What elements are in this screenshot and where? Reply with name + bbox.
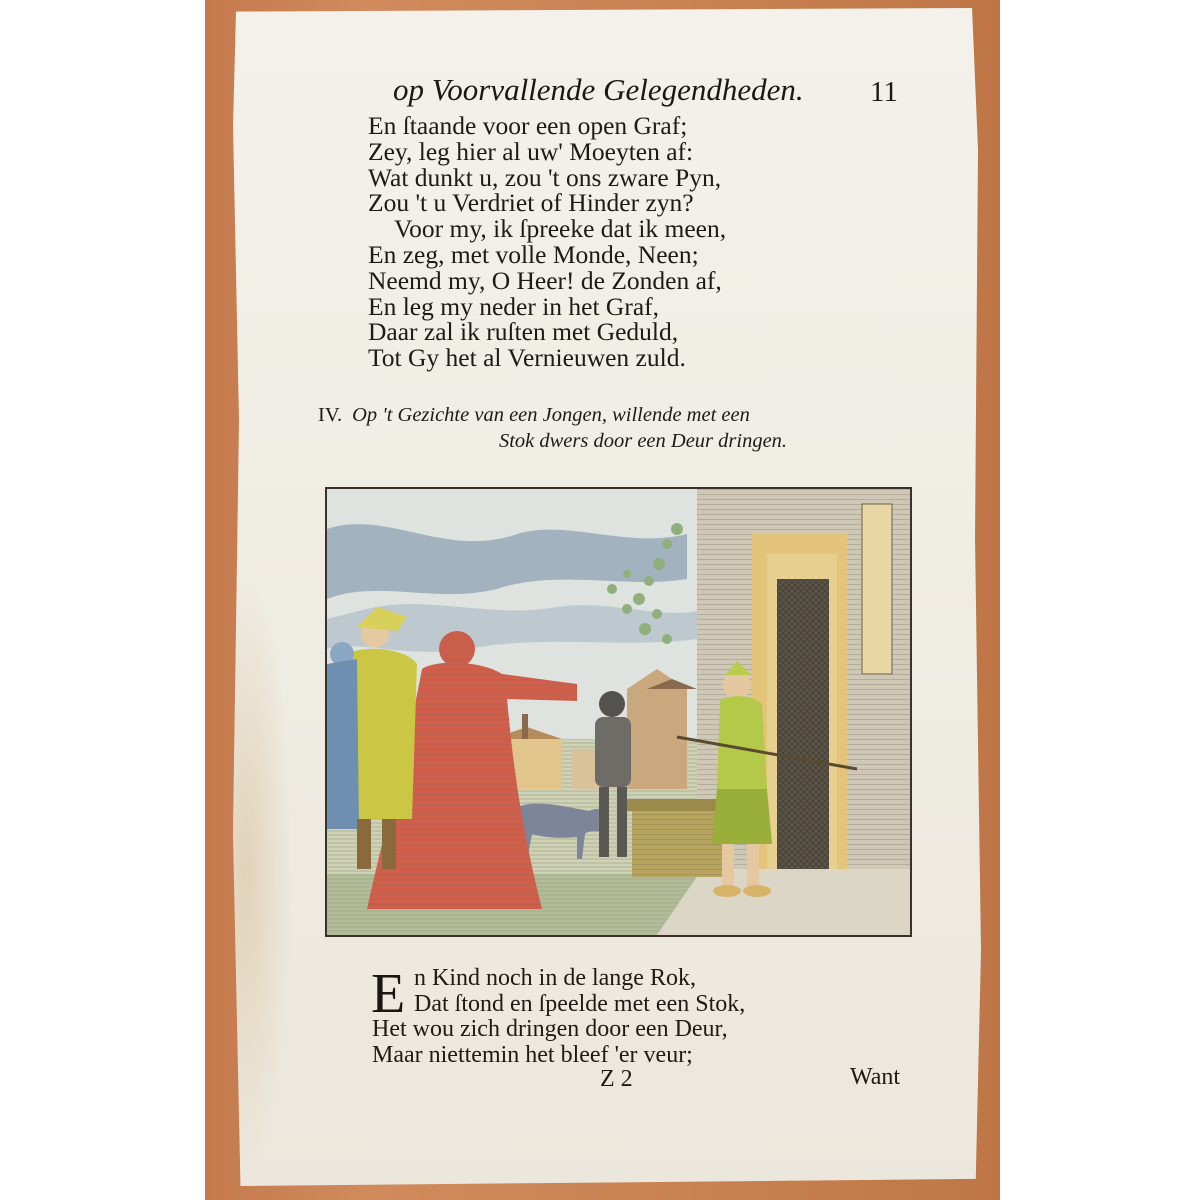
verse-line: Neemd my, O Heer! de Zonden af,	[368, 265, 722, 295]
paper-stain	[233, 568, 293, 1178]
running-head: op Voorvallende Gelegendheden.	[393, 72, 804, 107]
verse-line: En zeg, met volle Monde, Neen;	[368, 239, 699, 269]
heading-line-2: Stok dwers door een Deur dringen.	[498, 430, 788, 452]
verse-line: Maar niettemin het bleef 'er veur;	[372, 1041, 693, 1068]
verse-line: En leg my neder in het Graf,	[368, 291, 660, 321]
drop-cap: E	[371, 963, 406, 1025]
verse-line: Wat dunkt u, zou 't ons zware Pyn,	[368, 162, 722, 192]
verse-line: Daar zal ik ruſten met Geduld,	[368, 317, 679, 347]
page-number: 11	[870, 76, 898, 108]
verse-line: Dat ſtond en ſpeelde met een Stok,	[414, 990, 746, 1017]
verse-line: Het wou zich dringen door een Deur,	[372, 1016, 728, 1042]
catchword: Want	[850, 1064, 901, 1090]
verse-line: Voor my, ik ſpreeke dat ik meen,	[394, 214, 727, 244]
verse-line: Zou 't u Verdriet of Hinder zyn?	[368, 188, 694, 218]
poem-verse-1	[368, 113, 726, 371]
engraving-illustration	[325, 487, 912, 937]
engraving-drawing	[327, 489, 910, 935]
section-numeral: IV.	[318, 404, 343, 426]
verse-line: Zey, leg hier al uw' Moeyten af:	[368, 136, 694, 166]
section-heading	[318, 402, 908, 454]
poem-verse-2	[371, 963, 746, 1068]
heading-line-1: Op 't Gezichte van een Jongen, willende met een	[352, 404, 750, 426]
verse-line: n Kind noch in de lange Rok,	[414, 965, 696, 991]
verse-line: Tot Gy het al Vernieuwen zuld.	[368, 343, 686, 373]
chest	[627, 799, 727, 877]
verse-line: En ſtaande voor een open Graf;	[368, 111, 688, 140]
signature-mark: Z 2	[600, 1066, 633, 1092]
